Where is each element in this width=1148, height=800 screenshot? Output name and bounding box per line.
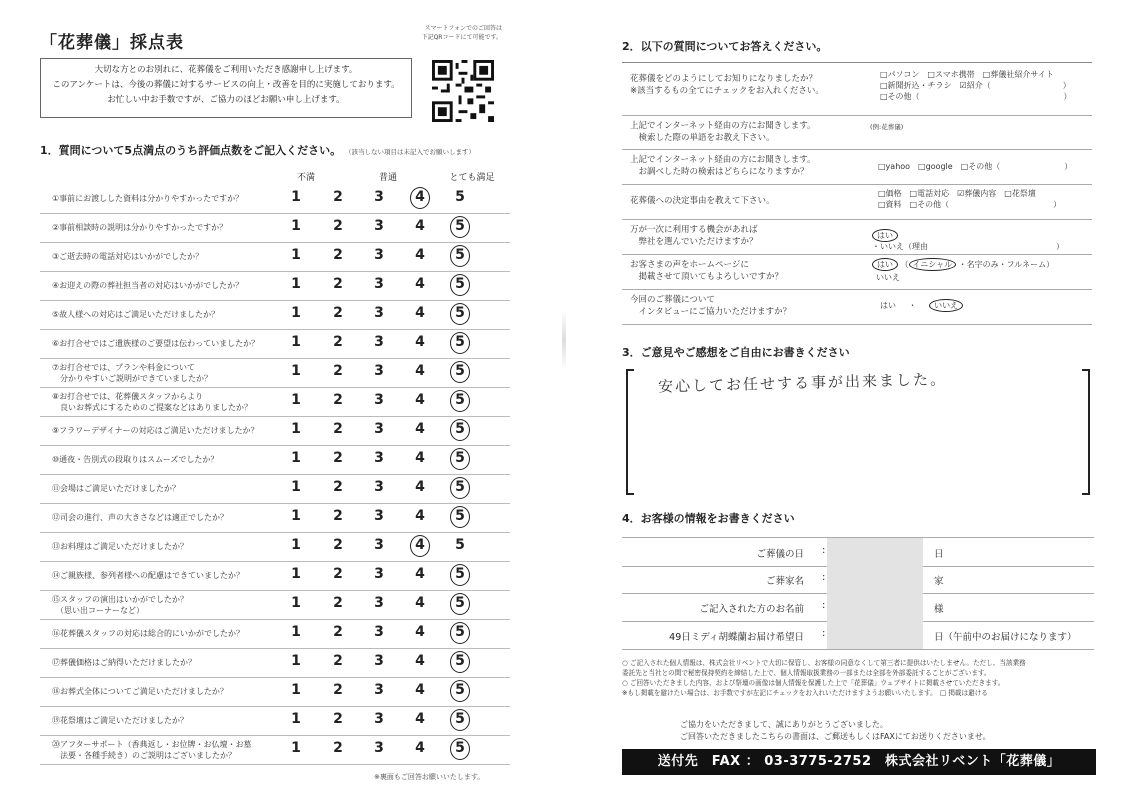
section1-title [40,142,475,158]
rating-option-2[interactable]: 2 [333,595,343,611]
section4-title: 4．お客様の情報をお書きください [622,512,795,525]
q-interview-text [630,294,791,318]
question-text [52,594,188,616]
question-text-line: 法要・各種手続き）のご説明はございましたか？ [52,751,236,760]
question-text [52,280,243,291]
rating-option-selected[interactable]: 5 [450,564,470,586]
rating-option-2[interactable]: 2 [333,363,343,379]
intro-line: 大切な方とのお別れに、花葬儀をご利用いただき感謝申し上げます。 [94,65,358,75]
rating-option-selected[interactable]: 5 [450,274,470,296]
section3-title: 3．ご意見やご感想をご自由にお書きください [622,346,850,359]
question-text-line: ②事前相談時の説明は分かりやすかったですか？ [52,223,228,232]
rating-option-2[interactable]: 2 [333,566,343,582]
q-use-again [622,220,1092,255]
q-use-again-options[interactable] [872,230,1092,252]
question-row [40,706,510,736]
rating-option-4[interactable]: 4 [415,218,425,234]
rating-option-1[interactable]: 1 [291,479,301,495]
question-text [52,483,180,494]
rating-option-4[interactable]: 4 [415,363,425,379]
question-text-line: （思い出コーナーなど） [52,606,144,615]
question-row [40,619,510,649]
rating-option-3[interactable]: 3 [374,450,384,466]
rating-option-3[interactable]: 3 [374,740,384,756]
q-search-engine [622,150,1092,185]
question-text [52,657,196,668]
privacy-line: ○ ご記入された個人情報は、株式会社リベントで大切に保管し、お客様の同意なくして第三者に提供はいたしません。ただし、当該業務 [622,659,1026,667]
q-how-know-text [630,73,824,97]
intro-line: お忙しい中お手数ですが、ご協力のほどお願い申し上げます。 [107,95,345,105]
rating-option-1[interactable]: 1 [291,595,301,611]
q-line: 検索した際の単語をお教え下さい。 [630,133,775,143]
question-text-line: ⑪会場はご満足いただけましたか？ [52,484,180,493]
scale-label-dissatisfied: 不満 [296,173,315,183]
question-row [40,387,510,417]
q-line: お調べした時の検索はどちらになりますか？ [630,167,809,177]
rating-option-4[interactable]: 4 [415,421,425,437]
question-text-line: ⑫司会の進行、声の大きさなどは適正でしたか？ [52,513,228,522]
rating-option-2[interactable]: 2 [333,276,343,292]
rating-option-1[interactable]: 1 [291,247,301,263]
info-label: ご記入された方のお名前 [699,604,804,615]
option-line[interactable]: □新聞折込・チラシ ☑紹介（ ） [880,81,1071,90]
question-text-line: ③ご逝去時の電話対応はいかがでしたか？ [52,252,204,261]
info-label: 49日ミディ胡蝶蘭お届け希望日 [669,632,804,643]
rating-option-3[interactable]: 3 [374,711,384,727]
rating-option-selected[interactable]: 5 [450,477,470,499]
rating-option-4[interactable]: 4 [415,450,425,466]
rating-option-selected[interactable]: 5 [450,622,470,644]
question-row [40,474,510,504]
rating-option-selected[interactable]: 5 [450,738,470,760]
privacy-line: 委託先と当社との間で秘密保持契約を締結した上で、個人情報取扱業務の一部または全部を外部委託することがございます。 [622,669,991,677]
option-line[interactable]: □パソコン □スマホ携帯 □葬儀社紹介サイト [880,70,1054,79]
question-row [40,242,510,272]
info-input-field[interactable] [827,565,923,593]
rating-option-1[interactable]: 1 [291,624,301,640]
rating-option-3[interactable]: 3 [374,218,384,234]
info-suffix: 様 [934,604,944,615]
question-row [40,590,510,620]
fax-contact-bar: 送付先 FAX ： 03-3775-2752 株式会社リベント「花葬儀」 [622,749,1096,775]
rating-option-1[interactable]: 1 [291,566,301,582]
question-row [40,648,510,678]
rating-option-2[interactable]: 2 [333,421,343,437]
rating-option-2[interactable]: 2 [333,450,343,466]
rating-option-2[interactable]: 2 [333,537,343,553]
question-text [52,193,243,204]
privacy-notice [622,658,1096,698]
question-text [52,739,251,761]
info-suffix: 日 [934,549,944,560]
rating-option-1[interactable]: 1 [291,711,301,727]
qr-note-line: スマートフォンでのご回答は [424,25,502,32]
q-publish-voice-options[interactable]: はい （ イニシャル ・名字のみ・フルネーム） いいえ [872,259,1054,283]
question-text [52,512,228,523]
question-text [52,570,244,581]
question-text [52,425,259,436]
q-use-again-text [630,224,758,248]
q-line: 上記でインターネット経由の方にお聞きします。 [630,155,816,165]
rating-option-1[interactable]: 1 [291,740,301,756]
question-text [52,338,259,349]
rating-option-3[interactable]: 3 [374,595,384,611]
page-title: 「花葬儀」採点表 [40,33,184,53]
rating-option-3[interactable]: 3 [374,247,384,263]
rating-option-3[interactable]: 3 [374,537,384,553]
rating-option-2[interactable]: 2 [333,392,343,408]
rating-option-selected[interactable]: 4 [410,187,430,209]
question-text [52,541,188,552]
q-search-word-example: (例:花葬儀) [870,123,904,131]
rating-option-1[interactable]: 1 [291,450,301,466]
rating-option-selected[interactable]: 5 [450,680,470,702]
rating-option-1[interactable]: 1 [291,508,301,524]
question-row [40,329,510,359]
rating-option-2[interactable]: 2 [333,508,343,524]
question-text-line: ⑦お打合せでは、プランや料金について [52,363,196,372]
info-input-field[interactable] [827,621,923,649]
rating-option-3[interactable]: 3 [374,421,384,437]
rating-option-1[interactable]: 1 [291,363,301,379]
question-text-line: ⑯花葬儀スタッフの対応は総合的にいかがでしたか？ [52,629,244,638]
question-text-line: 良いお葬式にするためのご提案などはありましたか？ [52,403,252,412]
rating-option-3[interactable]: 3 [374,508,384,524]
q-decision-reason-text: 花葬儀への決定事由を教えて下さい。 [630,196,775,206]
rating-option-selected[interactable]: 5 [450,709,470,731]
rating-option-2[interactable]: 2 [333,711,343,727]
rating-option-4[interactable]: 4 [415,740,425,756]
rating-option-3[interactable]: 3 [374,363,384,379]
rating-option-selected[interactable]: 4 [410,535,430,557]
rating-option-3[interactable]: 3 [374,682,384,698]
question-text-line: ⑰葬儀価格はご納得いただけましたか？ [52,658,196,667]
rating-option-3[interactable]: 3 [374,276,384,292]
q-line: 掲載させて頂いてもよろしいですか？ [630,272,784,282]
question-row [40,532,510,562]
question-text-line: ⑲花祭壇はご満足いただけましたか？ [52,716,188,725]
answer-yes-circled[interactable]: はい [872,258,898,271]
rating-option-selected[interactable]: 5 [450,506,470,528]
rating-option-4[interactable]: 4 [415,247,425,263]
question-text [52,686,228,697]
rating-option-3[interactable]: 3 [374,653,384,669]
question-text-line: ⑨フラワーデザイナーの対応はご満足いただけましたか？ [52,426,259,435]
question-text-line: ①事前にお渡しした資料は分かりやすかったですか？ [52,194,244,203]
rating-option-4[interactable]: 4 [415,682,425,698]
rating-option-3[interactable]: 3 [374,392,384,408]
question-text-line: ⑩通夜・告別式の段取りはスムーズでしたか？ [52,455,219,464]
answer-no[interactable]: いいえ [876,273,900,282]
question-text-line: ⑭ご親族様、参列者様への配慮はできていましたか？ [52,571,244,580]
question-text-line: ⑧お打合せでは、花葬儀スタッフからより [52,392,204,401]
q-search-engine-options[interactable]: □yahoo □google □その他（ ） [878,162,1073,171]
rating-option-4[interactable]: 4 [415,595,425,611]
info-row [622,621,1094,650]
rating-option-4[interactable]: 4 [415,624,425,640]
question-text [52,391,252,413]
rating-option-selected[interactable]: 5 [450,303,470,325]
thanks-line: ご協力をいただきまして、誠にありがとうございました。 [680,720,888,729]
question-row [40,358,510,388]
info-colon: : [822,628,826,639]
rating-option-1[interactable]: 1 [291,276,301,292]
fold-line [562,310,566,370]
privacy-line[interactable]: ※もし掲載を避けたい場合は、お手数ですが左記にチェックをお入れいただけますようお願いいたします。 □ 掲載は避ける [622,689,988,697]
rating-option-1[interactable]: 1 [291,305,301,321]
q-line: インタビューにご協力いただけますか？ [630,307,792,317]
info-row [622,593,1094,622]
rating-option-4[interactable]: 4 [415,334,425,350]
q-decision-reason [622,185,1092,220]
scale-label-normal: 普通 [378,173,397,183]
q-publish-voice-text [630,259,783,283]
privacy-line: ○ ご回答いただきました内容、および祭壇の画像は個人情報を保護した上で「花葬儀」ウェブサイトに掲載させていただきます。 [622,679,1005,687]
rating-option-selected[interactable]: 5 [450,448,470,470]
rating-option-2[interactable]: 2 [333,189,343,205]
rating-option-3[interactable]: 3 [374,334,384,350]
q-search-engine-text [630,154,816,178]
info-label: ご葬儀の日 [756,549,804,560]
question-text-line: ⑮スタッフの演出はいかがでしたか？ [52,595,188,604]
rating-option-2[interactable]: 2 [333,479,343,495]
question-text-line: ⑱お葬式全体についてご満足いただけましたか？ [52,687,228,696]
info-suffix: 日（午前中のお届けになります） [934,632,1077,643]
question-text [52,715,188,726]
rating-option-4[interactable]: 4 [415,508,425,524]
rating-option-3[interactable]: 3 [374,189,384,205]
section1-title-text: 1．質問について5点満点のうち評価点数をご記入ください。 [40,144,342,157]
question-text-line: ⑥お打合せではご遺族様のご要望は伝わっていましたか？ [52,339,260,348]
question-text-line: ⑳アフターサポート（香典返し・お位牌・お仏壇・お墓 [52,740,252,749]
rating-option-3[interactable]: 3 [374,305,384,321]
rating-option-1[interactable]: 1 [291,189,301,205]
q-how-know [622,62,1092,116]
option-line[interactable]: □資料 □その他（ ） [878,200,1062,209]
rating-option-4[interactable]: 4 [415,653,425,669]
intro-box [40,58,412,118]
q-how-know-options[interactable] [880,69,1072,102]
rating-option-3[interactable]: 3 [374,479,384,495]
question-text [52,454,218,465]
rating-option-4[interactable]: 4 [415,392,425,408]
rating-option-1[interactable]: 1 [291,653,301,669]
answer-rest[interactable]: ・名字のみ・フルネーム） [958,260,1055,269]
info-row [622,565,1094,594]
rating-option-2[interactable]: 2 [333,624,343,640]
question-text [52,222,227,233]
q-line: 弊社を選んでいただけますか？ [630,237,758,247]
rating-option-selected[interactable]: 5 [450,419,470,441]
question-text [52,251,203,262]
rating-option-4[interactable]: 4 [415,305,425,321]
qr-note-line: 下記QRコードにて可能です。 [421,34,502,41]
rating-option-selected[interactable]: 5 [450,651,470,673]
info-suffix: 家 [934,576,944,587]
question-row [40,300,510,330]
q-line: 花葬儀をどのようにしてお知りになりましたか？ [630,74,818,84]
section1-note: （該当しない項目は未記入でお願いします） [344,148,475,156]
rating-option-2[interactable]: 2 [333,653,343,669]
info-input-field[interactable] [827,593,923,621]
answer-yes[interactable]: はい [880,301,896,310]
q-decision-reason-options[interactable] [878,188,1061,210]
rating-option-2[interactable]: 2 [333,218,343,234]
rating-option-1[interactable]: 1 [291,218,301,234]
q-line: 上記でインターネット経由の方にお聞きします。 [630,121,816,131]
rating-option-selected[interactable]: 5 [450,361,470,383]
info-colon: : [822,572,826,583]
rating-option-1[interactable]: 1 [291,537,301,553]
question-text-line: ⑤故人様への対応はご満足いただけましたか？ [52,310,220,319]
q-line: お客さまの声をホームページに [630,260,749,270]
option-line[interactable]: □価格 □電話対応 ☑葬儀内容 □花祭壇 [878,189,1036,198]
rating-option-3[interactable]: 3 [374,624,384,640]
answer-separator: ・ [908,301,917,310]
option-line[interactable]: □その他（ ） [880,92,1072,101]
answer-yes-circled[interactable]: はい [872,229,898,242]
rating-option-4[interactable]: 4 [415,479,425,495]
info-colon: : [822,545,826,556]
info-label: ご葬家名 [765,576,804,587]
q-publish-voice [622,255,1092,290]
q-line: 今回のご葬儀について [630,295,715,305]
handwritten-comment: 安心してお任せする事が出来ました。 [657,370,948,396]
footnote: ※裏面もご回答お願いいたします。 [374,773,485,781]
q-line: 万が一次に利用する機会があれば [630,225,758,235]
rating-option-5[interactable]: 5 [455,189,465,205]
answer-no-circled[interactable]: いいえ [929,299,963,312]
rating-option-4[interactable]: 4 [415,276,425,292]
q-interview [622,290,1092,325]
rating-option-5[interactable]: 5 [455,537,465,553]
question-row [40,561,510,591]
question-row [40,503,510,533]
question-row [40,677,510,707]
rating-option-selected[interactable]: 5 [450,216,470,238]
rating-option-2[interactable]: 2 [333,305,343,321]
rating-option-2[interactable]: 2 [333,682,343,698]
question-row [40,735,510,765]
q-search-word [622,115,1092,150]
rating-option-1[interactable]: 1 [291,334,301,350]
q-search-word-text [630,120,816,144]
rating-option-1[interactable]: 1 [291,421,301,437]
question-text [52,628,244,639]
question-row [40,445,510,475]
scale-label-very-satisfied: とても満足 [449,173,495,183]
question-row [40,184,510,214]
rating-option-2[interactable]: 2 [333,740,343,756]
intro-line: このアンケートは、今後の葬儀に対するサービスの向上・改善を目的に実施しております。 [52,80,400,90]
question-text [52,309,219,320]
rating-option-1[interactable]: 1 [291,392,301,408]
thanks-message [680,719,991,743]
rating-option-selected[interactable]: 5 [450,593,470,615]
info-row [622,537,1094,567]
question-row [40,416,510,446]
q-line: ※該当するもの全てにチェックをお入れください。 [630,86,824,96]
answer-initials-circled[interactable]: イニシャル [909,258,957,271]
qr-note [412,24,502,42]
rating-option-4[interactable]: 4 [415,566,425,582]
question-text-line: ⑬お料理はご満足いただけましたか？ [52,542,188,551]
section2-title: 2．以下の質問についてお答えください。 [622,40,828,53]
q-interview-options[interactable] [880,300,963,311]
rating-option-2[interactable]: 2 [333,247,343,263]
question-text-line: ④お迎えの際の葬社担当者の対応はいかがでしたか？ [52,281,244,290]
question-row [40,271,510,301]
answer-rest[interactable]: ・いいえ（理由 ） [872,242,1064,251]
rating-option-3[interactable]: 3 [374,566,384,582]
question-row [40,213,510,243]
thanks-line: ご回答いただきましたこちらの書面は、ご郵送もしくはFAXにてお送りくださいませ。 [680,732,991,741]
rating-option-selected[interactable]: 5 [450,245,470,267]
rating-option-1[interactable]: 1 [291,682,301,698]
rating-option-selected[interactable]: 5 [450,332,470,354]
question-text-line: 分かりやすいご説明ができていましたか？ [52,374,212,383]
qr-code[interactable] [432,60,494,122]
rating-option-4[interactable]: 4 [415,711,425,727]
info-input-field[interactable] [827,538,923,566]
rating-option-selected[interactable]: 5 [450,390,470,412]
rating-option-2[interactable]: 2 [333,334,343,350]
question-text [52,362,212,384]
info-colon: : [822,600,826,611]
